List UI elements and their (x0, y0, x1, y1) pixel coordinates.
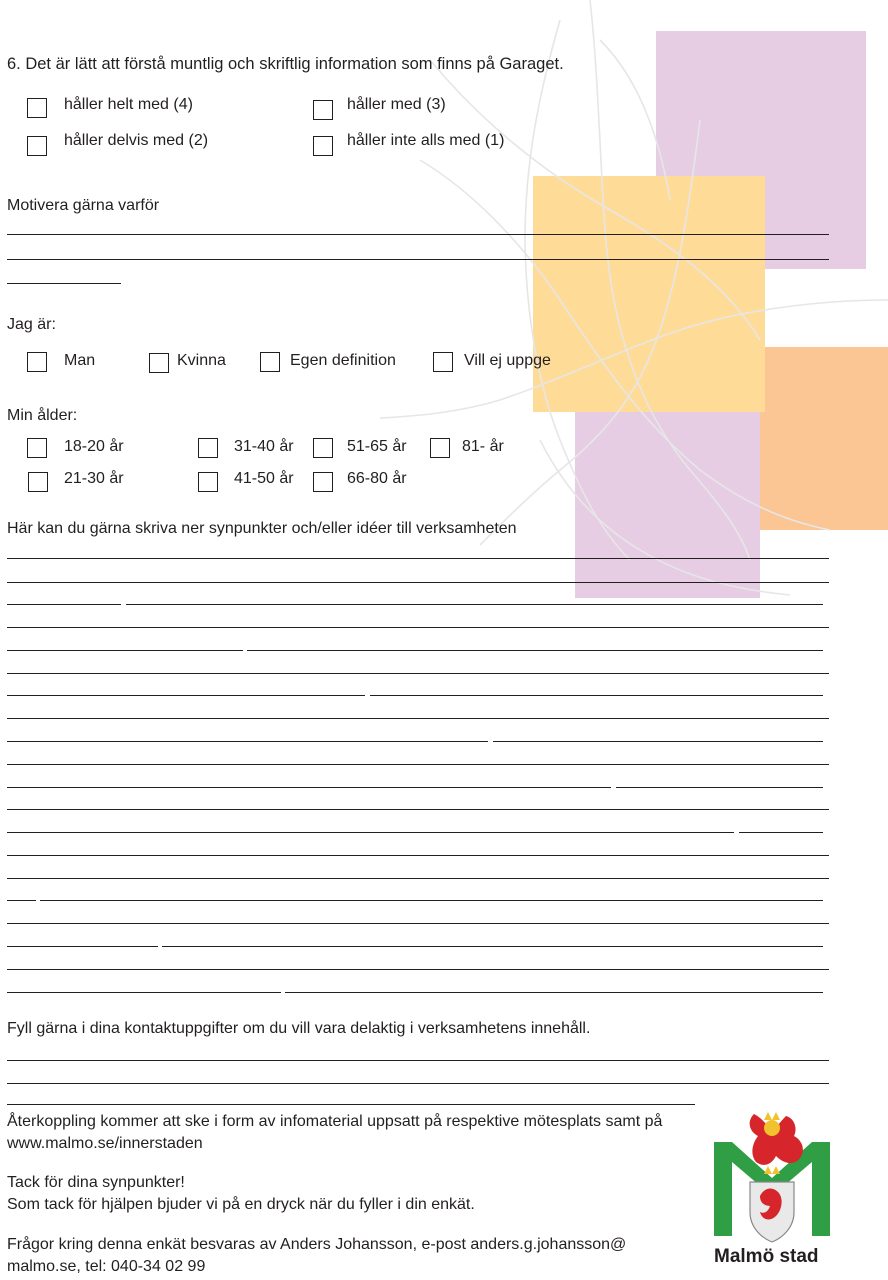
motivate-line[interactable] (7, 234, 829, 235)
age-label: Min ålder: (7, 407, 78, 424)
ideas-line[interactable] (7, 627, 829, 628)
ideas-line[interactable] (7, 604, 121, 605)
ideas-line[interactable] (7, 718, 829, 719)
checkbox-prefer-not[interactable] (433, 352, 453, 372)
checkbox-age-81[interactable] (430, 438, 450, 458)
age-81-label: 81- år (462, 438, 504, 455)
gender-woman-label: Kvinna (177, 352, 226, 369)
malmo-coat-of-arms-icon (706, 1106, 842, 1246)
ideas-line[interactable] (40, 900, 823, 901)
checkbox-age-41-50[interactable] (198, 472, 218, 492)
checkbox-age-21-30[interactable] (28, 472, 48, 492)
age-18-20-label: 18-20 år (64, 438, 124, 455)
age-66-80-label: 66-80 år (347, 470, 407, 487)
ideas-line[interactable] (7, 764, 829, 765)
malmo-logo (706, 1106, 842, 1272)
contact-label: Fyll gärna i dina kontaktuppgifter om du vill vara delaktig i verksamhetens innehåll. (7, 1020, 591, 1037)
ideas-line[interactable] (7, 650, 243, 651)
age-41-50-label: 41-50 år (234, 470, 294, 487)
ideas-line[interactable] (7, 809, 829, 810)
ideas-line[interactable] (7, 969, 829, 970)
ideas-line[interactable] (7, 878, 829, 879)
ideas-line[interactable] (7, 832, 734, 833)
ideas-line[interactable] (7, 741, 488, 742)
motivate-line[interactable] (7, 283, 121, 284)
checkbox-woman[interactable] (149, 353, 169, 373)
feedback-line-1: Återkoppling kommer att ske i form av infomaterial uppsatt på respektive mötesplats samt på (7, 1113, 663, 1130)
ideas-line[interactable] (7, 558, 829, 559)
contact-line[interactable] (7, 1083, 829, 1084)
ideas-line[interactable] (7, 992, 281, 993)
option-agree-label: håller med (3) (347, 96, 446, 113)
thanks-text: Som tack för hjälpen bjuder vi på en dryck när du fyller i din enkät. (7, 1196, 475, 1213)
age-21-30-label: 21-30 år (64, 470, 124, 487)
gender-man-label: Man (64, 352, 96, 369)
age-31-40-label: 31-40 år (234, 438, 294, 455)
ideas-line[interactable] (285, 992, 823, 993)
thanks-title: Tack för dina synpunkter! (7, 1174, 185, 1191)
option-agree-fully-label: håller helt med (4) (64, 96, 193, 113)
question-6-text: 6. Det är lätt att förstå muntlig och skriftlig information som finns på Garaget. (7, 55, 564, 73)
ideas-label: Här kan du gärna skriva ner synpunkter och/eller idéer till verksamheten (7, 520, 517, 537)
ideas-line[interactable] (7, 695, 365, 696)
ideas-line[interactable] (126, 604, 823, 605)
ideas-line[interactable] (7, 946, 158, 947)
ideas-line[interactable] (370, 695, 823, 696)
checkbox-own-definition[interactable] (260, 352, 280, 372)
ideas-line[interactable] (162, 946, 823, 947)
ideas-line[interactable] (616, 787, 823, 788)
option-agree-partly-label: håller delvis med (2) (64, 132, 209, 149)
option-disagree-label: håller inte alls med (1) (347, 132, 505, 149)
ideas-line[interactable] (7, 673, 829, 674)
ideas-line[interactable] (247, 650, 823, 651)
contact-line[interactable] (7, 1060, 829, 1061)
logo-text: Malmö stad (714, 1246, 819, 1267)
gender-label: Jag är: (7, 316, 56, 333)
checkbox-man[interactable] (27, 352, 47, 372)
checkbox-age-51-65[interactable] (313, 438, 333, 458)
checkbox-agree-fully[interactable] (27, 98, 47, 118)
contact-line[interactable] (7, 1104, 695, 1105)
questions-line-2: malmo.se, tel: 040-34 02 99 (7, 1258, 206, 1275)
checkbox-agree[interactable] (313, 100, 333, 120)
checkbox-age-18-20[interactable] (27, 438, 47, 458)
ideas-line[interactable] (7, 855, 829, 856)
ideas-line[interactable] (7, 582, 829, 583)
checkbox-agree-partly[interactable] (27, 136, 47, 156)
gender-prefer-not-label: Vill ej uppge (464, 352, 551, 369)
age-51-65-label: 51-65 år (347, 438, 407, 455)
questions-line-1: Frågor kring denna enkät besvaras av Anders Johansson, e-post anders.g.johansson@ (7, 1236, 627, 1253)
ideas-line[interactable] (493, 741, 823, 742)
motivate-line[interactable] (7, 259, 829, 260)
checkbox-disagree[interactable] (313, 136, 333, 156)
motivate-label: Motivera gärna varför (7, 197, 160, 214)
checkbox-age-31-40[interactable] (198, 438, 218, 458)
checkbox-age-66-80[interactable] (313, 472, 333, 492)
ideas-line[interactable] (7, 923, 829, 924)
ideas-line[interactable] (739, 832, 823, 833)
gender-own-definition-label: Egen definition (290, 352, 396, 369)
ideas-line[interactable] (7, 900, 36, 901)
feedback-url[interactable]: www.malmo.se/innerstaden (7, 1135, 203, 1152)
ideas-line[interactable] (7, 787, 611, 788)
